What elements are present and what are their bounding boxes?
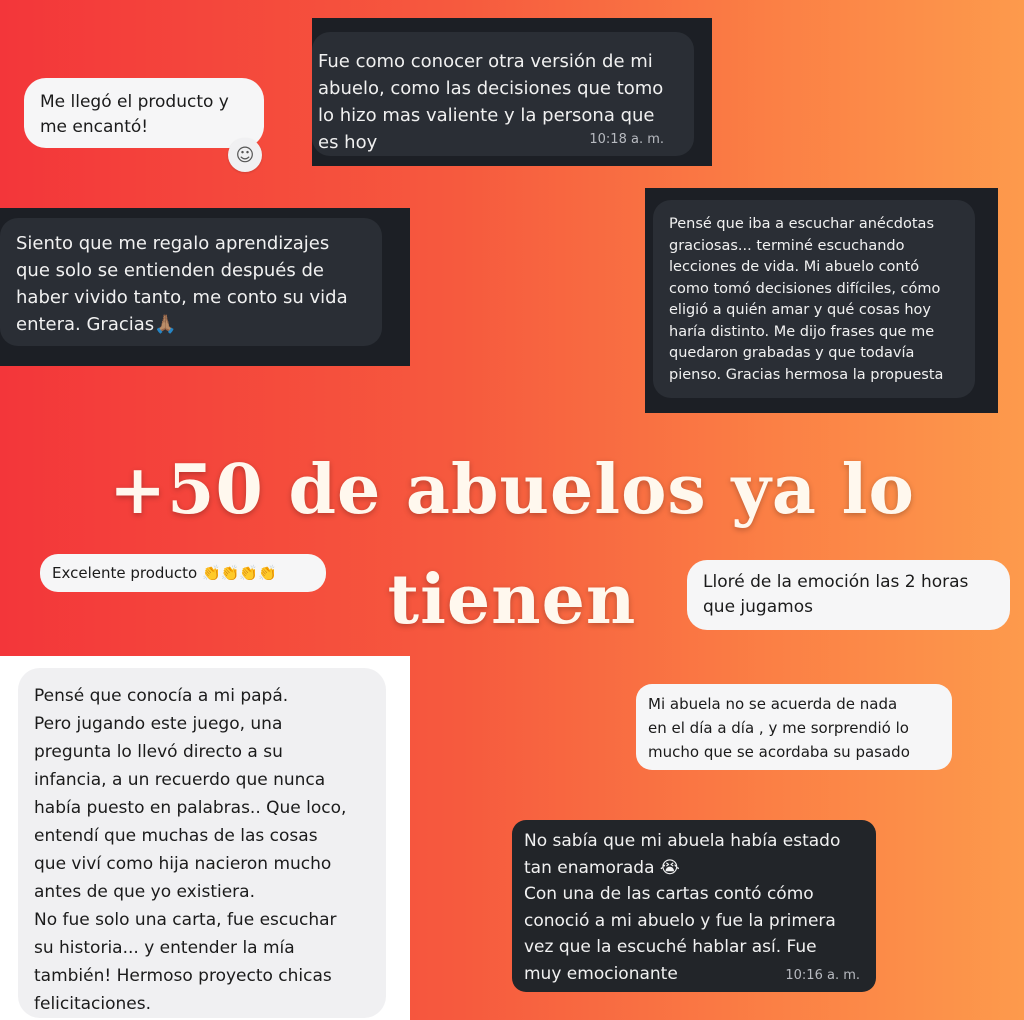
testimonial-bubble-producto (24, 78, 264, 148)
testimonial-text: Lloré de la emoción las 2 horas que jugamos (703, 572, 969, 617)
testimonial-bubble-anecdotas (653, 200, 975, 398)
testimonial-bubble-papa (18, 668, 386, 1018)
testimonial-panel-aprendizajes (0, 208, 410, 366)
testimonial-panel-otra-version (312, 18, 712, 166)
testimonial-text: Pensé que iba a escuchar anécdotas graciosas... terminé escuchando lecciones de vida. Mi abuelo contó como tomó decisiones difíciles, cómo eligió a quién amar y qué cosas hoy haría distinto. Me dijo frases que me quedaron grabadas y que todavía pienso. Gracias hermosa la propuesta (669, 216, 944, 383)
testimonial-bubble-abuela-memoria (636, 684, 952, 770)
headline-line-2: tienen (387, 560, 637, 640)
testimonial-bubble-enamorada (512, 820, 876, 992)
testimonial-text: Fue como conocer otra versión de mi abuelo, como las decisiones que tomo lo hizo mas valiente y la persona que es hoy (318, 51, 664, 153)
testimonial-bubble-llore (687, 560, 1010, 630)
testimonial-bubble-aprendizajes (0, 218, 382, 346)
headline-line-1: +50 de abuelos ya lo (109, 450, 915, 530)
add-reaction-icon[interactable]: ☺ (228, 138, 262, 172)
testimonial-text: Excelente producto 👏👏👏👏 (52, 564, 277, 582)
testimonial-panel-anecdotas (645, 188, 998, 413)
testimonial-text: Mi abuela no se acuerda de nada en el día a día , y me sorprendió lo mucho que se acordaba su pasado (648, 695, 910, 761)
testimonial-text: Pensé que conocía a mi papá. Pero jugando este juego, una pregunta lo llevó directo a su infancia, a un recuerdo que nunca había puesto en palabras.. Que loco, entendí que muchas de las cosas que viví como hija nacieron mucho antes de que yo existiera. No fue solo una carta, fue escuchar su historia... y entender la mía también! Hermoso proyecto chicas felicitaciones. (34, 686, 347, 1014)
message-timestamp: 10:16 a. m. (785, 968, 860, 983)
testimonial-text: Siento que me regalo aprendizajes que solo se entienden después de haber vivido tanto, me conto su vida entera. Gracias🙏🏽 (16, 233, 348, 335)
testimonial-panel-papa (0, 656, 410, 1020)
message-timestamp: 10:18 a. m. (589, 132, 664, 147)
testimonial-bubble-otra-version (312, 32, 694, 156)
testimonial-text: No sabía que mi abuela había estado tan enamorada 😭 Con una de las cartas contó cómo conoció a mi abuelo y fue la primera vez que la escuché hablar así. Fue muy emocionante (524, 831, 841, 984)
testimonial-text: Me llegó el producto y me encantó! (40, 92, 229, 137)
testimonial-bubble-excelente (40, 554, 326, 592)
